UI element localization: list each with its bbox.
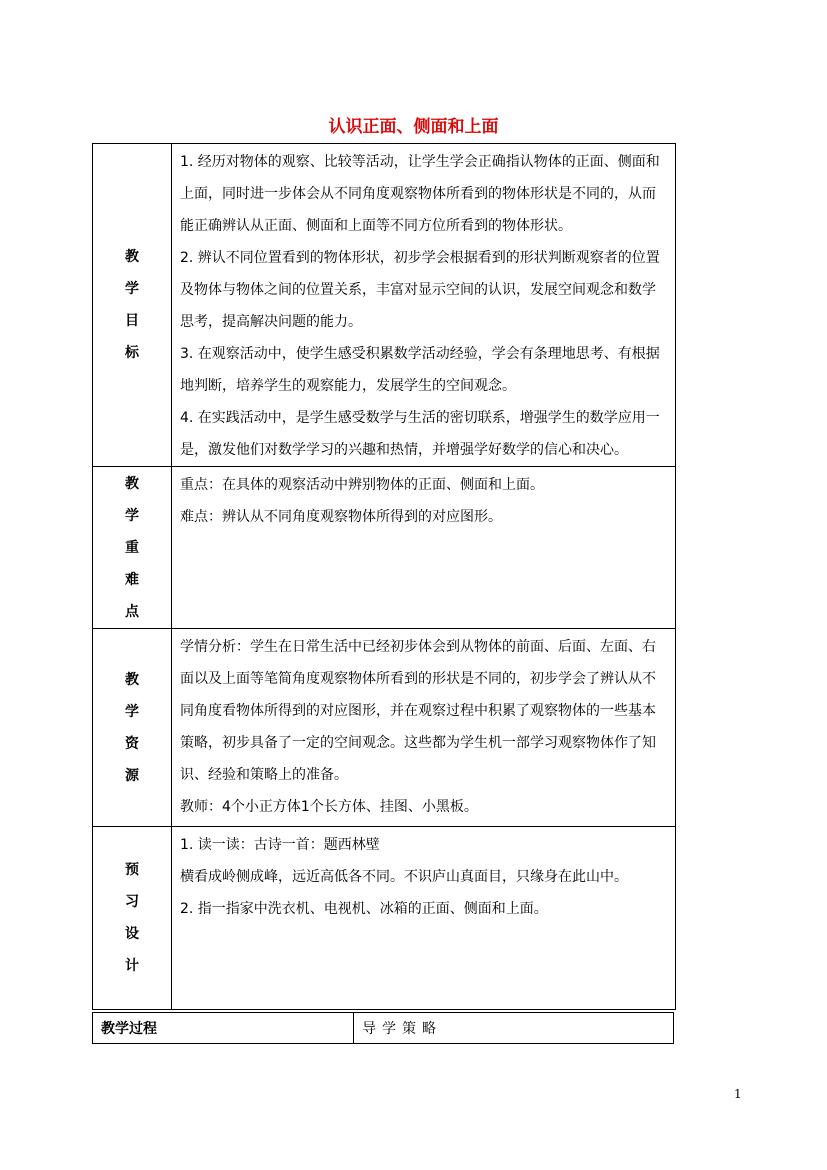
paragraph: 学情分析：学生在日常生活中已经初步体会到从物体的前面、后面、左面、右面以及上面等笔简角度观察物体所看到的形状是不同的，初步学会了辨认从不同角度看物体所得到的对应图形，并在观察过程中积累了观察物体的一些基本策略，初步具备了一定的空间观念。这些都为学生机一部学习观察物体作了知识、经验和策略上的准备。: [180, 639, 656, 783]
process-label: 教学过程: [93, 1013, 354, 1044]
label-char: 设: [125, 926, 139, 942]
label-char: 目: [125, 313, 139, 329]
paragraph: 教师：4个小正方体1个长方体、挂图、小黑板。: [180, 799, 478, 815]
label-char: 学: [125, 507, 139, 524]
table-row-preview: [93, 827, 676, 1010]
table-row-key-points: [93, 467, 676, 629]
label-objectives: [93, 144, 172, 467]
label-char: 重: [125, 539, 139, 556]
label-char: 教: [125, 249, 139, 265]
process-header-table: [92, 1012, 674, 1044]
table-row-resources: [93, 629, 676, 827]
label-char: 难: [125, 571, 139, 588]
page-number: 1: [734, 1087, 742, 1101]
table-row-process-header: [93, 1013, 674, 1044]
paragraph: 重点：在具体的观察活动中辨别物体的正面、侧面和上面。: [180, 477, 544, 493]
lesson-plan-table: [92, 143, 676, 1010]
paragraph: 2. 辨认不同位置看到的物体形状，初步学会根据看到的形状判断观察者的位置及物体与物体之间的位置关系，丰富对显示空间的认识，发展空间观念和数学思考，提高解决问题的能力。: [180, 250, 660, 330]
label-char: 计: [125, 958, 139, 974]
paragraph: 2. 指一指家中洗衣机、电视机、冰箱的正面、侧面和上面。: [180, 901, 548, 917]
paragraph: 难点：辨认从不同角度观察物体所得到的对应图形。: [180, 509, 502, 525]
label-char: 源: [125, 767, 139, 784]
paragraph: 1. 经历对物体的观察、比较等活动，让学生学会正确指认物体的正面、侧面和上面，同时进一步体会从不同角度观察物体所看到的物体形状是不同的，从而能正确辨认从正面、侧面和上面等不同方位所看到的物体形状。: [180, 154, 660, 234]
label-char: 学: [125, 281, 139, 297]
label-preview: [93, 827, 172, 1010]
label-char: 教: [125, 671, 139, 688]
label-char: 标: [125, 345, 139, 361]
label-char: 资: [125, 735, 139, 752]
label-char: 点: [125, 603, 139, 620]
label-char: 预: [125, 862, 139, 878]
label-resources: [93, 629, 172, 827]
key-points-content: [172, 467, 676, 629]
label-char: 教: [125, 475, 139, 492]
label-char: 习: [125, 894, 139, 910]
resources-content: [172, 629, 676, 827]
paragraph: 4. 在实践活动中，是学生感受数学与生活的密切联系，增强学生的数学应用一是，激发他们对数学学习的兴趣和热情，并增强学好数学的信心和决心。: [180, 410, 660, 458]
paragraph: 3. 在观察活动中，使学生感受积累数学活动经验，学会有条理地思考、有根据地判断，培养学生的观察能力，发展学生的空间观念。: [180, 346, 660, 394]
document-title: 认识正面、侧面和上面: [328, 117, 499, 137]
label-char: 学: [125, 703, 139, 720]
paragraph: 横看成岭侧成峰，远近高低各不同。不识庐山真面目，只缘身在此山中。: [180, 869, 628, 885]
preview-content: [172, 827, 676, 1010]
objectives-content: [172, 144, 676, 467]
label-key-points: [93, 467, 172, 629]
strategy-label: 导学策略: [354, 1013, 674, 1044]
paragraph: 1. 读一读：古诗一首：题西林壁: [180, 837, 380, 853]
table-row-objectives: [93, 144, 676, 467]
